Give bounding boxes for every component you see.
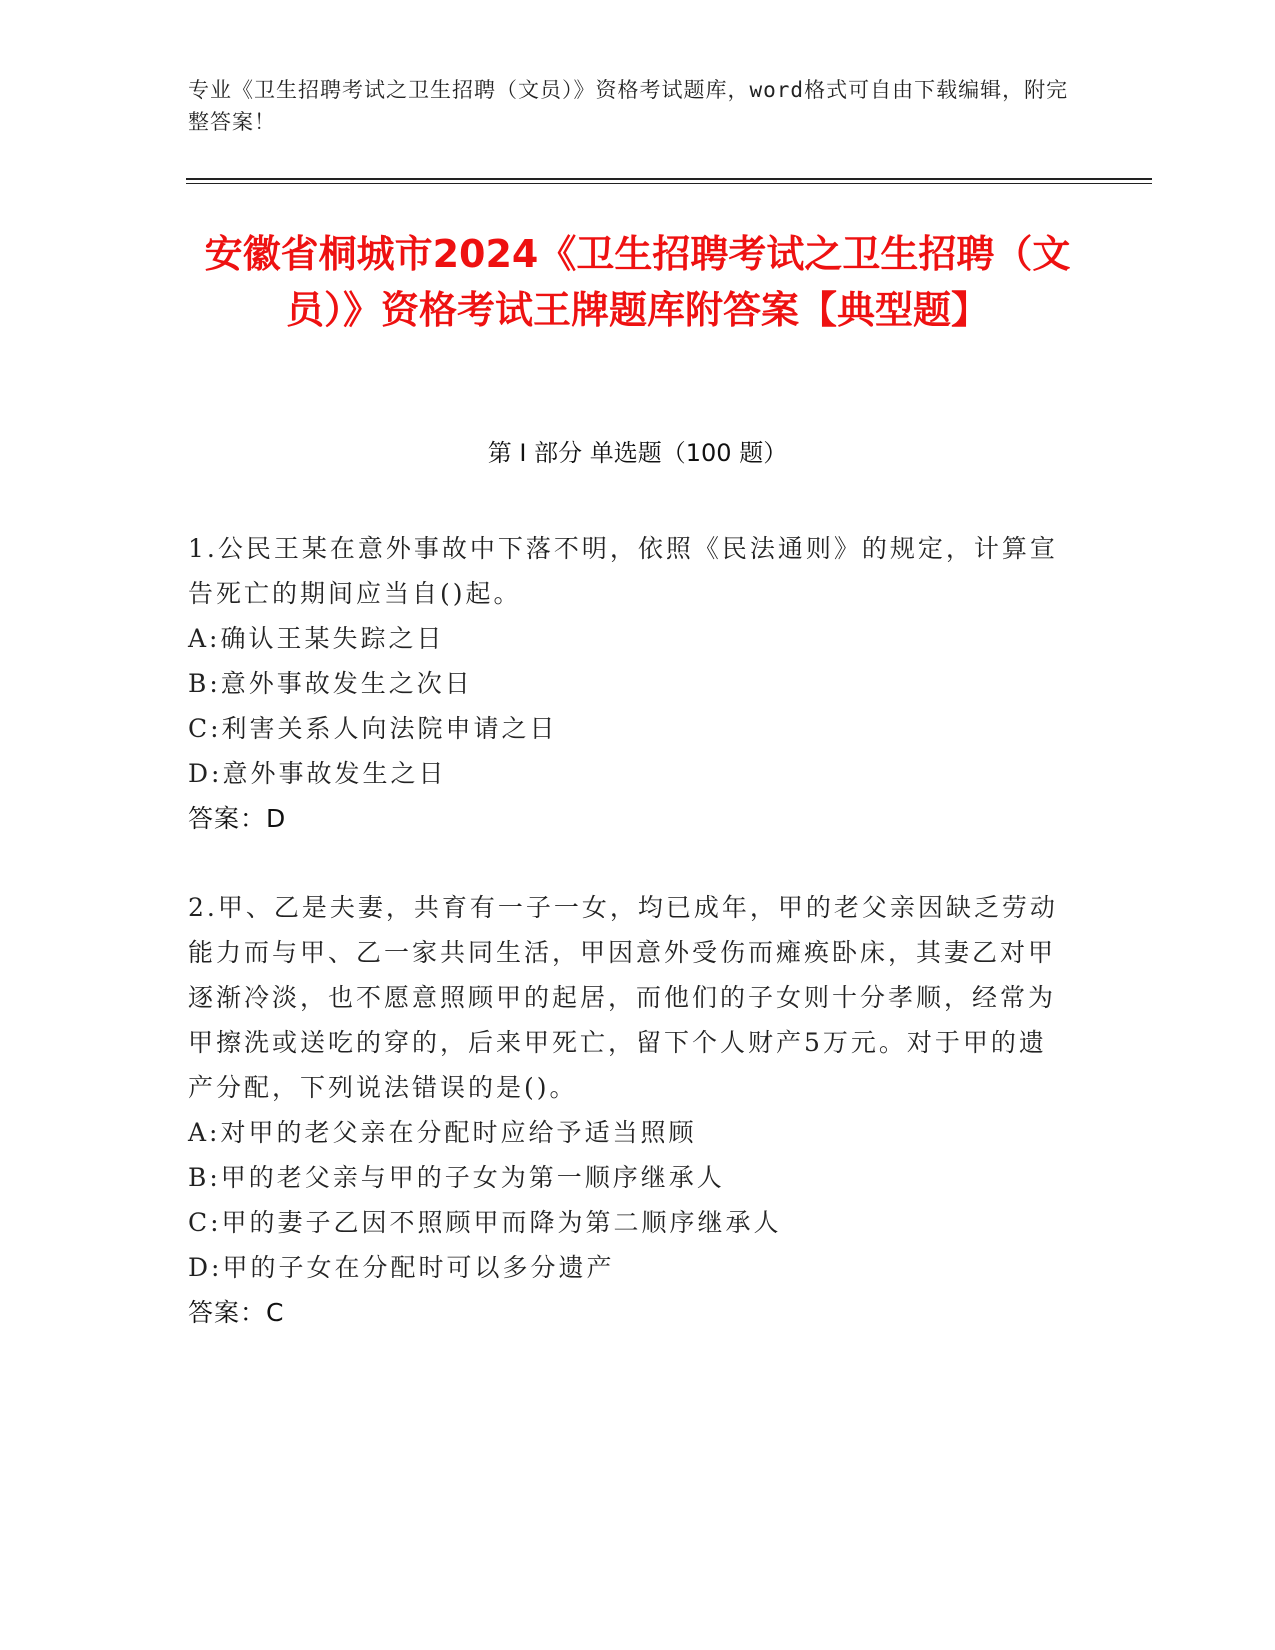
option-b: B:甲的老父亲与甲的子女为第一顺序继承人 [188,1163,725,1192]
option-b: B:意外事故发生之次日 [188,669,473,698]
option-c: C:利害关系人向法院申请之日 [188,714,558,743]
answer-line: 答案：D [188,804,287,833]
option-a: A:对甲的老父亲在分配时应给予适当照顾 [188,1118,697,1147]
header-divider [186,178,1152,180]
answer-line: 答案：C [188,1298,285,1327]
section-heading: 第 I 部分 单选题（100 题） [487,439,788,467]
header-note: 专业《卫生招聘考试之卫生招聘（文员）》资格考试题库，word格式可自由下载编辑，附完整答案！ [188,78,1069,134]
option-c: C:甲的妻子乙因不照顾甲而降为第二顺序继承人 [188,1208,782,1237]
option-d: D:意外事故发生之日 [188,759,447,788]
question-2 [188,885,1068,1335]
option-d: D:甲的子女在分配时可以多分遗产 [188,1253,615,1282]
question-1 [188,526,1068,841]
question-stem: 1.公民王某在意外事故中下落不明，依照《民法通则》的规定，计算宣告死亡的期间应当自()起。 [188,534,1058,608]
option-a: A:确认王某失踪之日 [188,624,445,653]
document-title: 安徽省桐城市2024《卫生招聘考试之卫生招聘（文员）》资格考试王牌题库附答案【典型题】 [204,232,1071,332]
question-stem: 2.甲、乙是夫妻，共育有一子一女，均已成年，甲的老父亲因缺乏劳动能力而与甲、乙一家共同生活，甲因意外受伤而瘫痪卧床，其妻乙对甲逐渐冷淡，也不愿意照顾甲的起居，而他们的子女则十分孝顺，经常为甲擦洗或送吃的穿的，后来甲死亡，留下个人财产5万元。对于甲的遗产分配，下列说法错误的是()。 [188,893,1058,1102]
header-divider-thin [186,183,1152,184]
